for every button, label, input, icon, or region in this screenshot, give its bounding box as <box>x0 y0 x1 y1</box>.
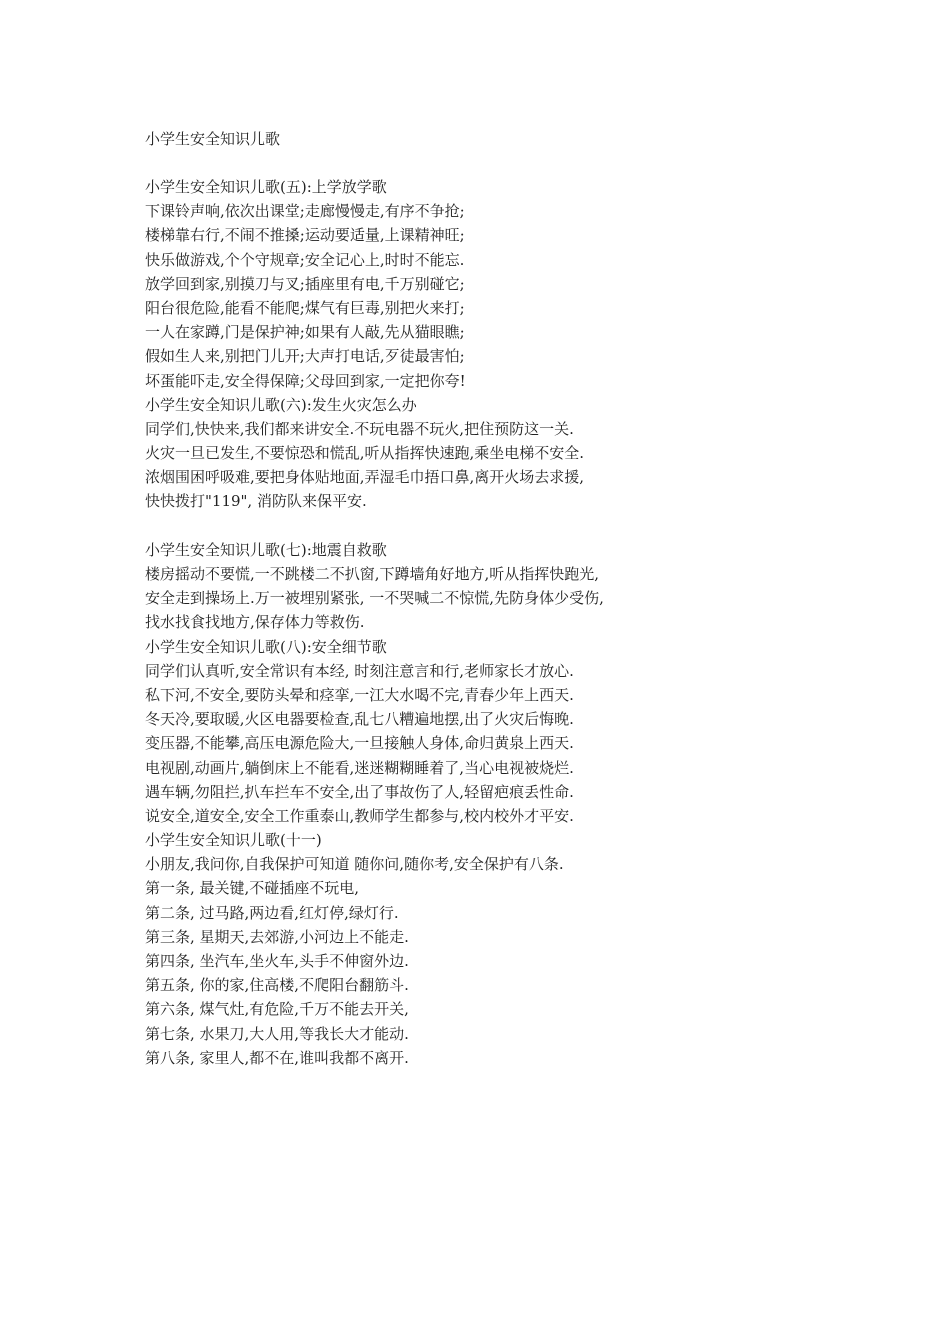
text-line: 第二条, 过马路,两边看,红灯停,绿灯行. <box>145 903 399 922</box>
section-heading: 小学生安全知识儿歌(八):安全细节歌 <box>145 637 387 656</box>
text-line: 第五条, 你的家,住高楼,不爬阳台翻筋斗. <box>145 976 409 995</box>
text-line: 楼梯靠右行,不闹不推搡;运动要适量,上课精神旺; <box>145 226 465 245</box>
text-line: 第三条, 星期天,去郊游,小河边上不能走. <box>145 927 409 946</box>
text-line: 同学们认真听,安全常识有本经, 时刻注意言和行,老师家长才放心. <box>145 661 574 680</box>
text-line: 小朋友,我问你,自我保护可知道 随你问,随你考,安全保护有八条. <box>145 855 564 874</box>
text-line: 下课铃声响,依次出课堂;走廊慢慢走,有序不争抢; <box>145 202 465 221</box>
text-line: 变压器,不能攀,高压电源危险大,一旦接触人身体,命归黄泉上西天. <box>145 734 574 753</box>
text-line: 找水找食找地方,保存体力等救伤. <box>145 613 365 632</box>
text-line: 浓烟围困呼吸难,要把身体贴地面,弄湿毛巾捂口鼻,离开火场去求援, <box>145 468 585 487</box>
text-line: 说安全,道安全,安全工作重泰山,教师学生都参与,校内校外才平安. <box>145 806 574 825</box>
text-line: 第八条, 家里人,都不在,谁叫我都不离开. <box>145 1048 409 1067</box>
text-line: 安全走到操场上.万一被埋别紧张, 一不哭喊二不惊慌,先防身体少受伤, <box>145 589 604 608</box>
section-heading: 小学生安全知识儿歌(七):地震自救歌 <box>145 540 387 559</box>
text-line: 第四条, 坐汽车,坐火车,头手不伸窗外边. <box>145 952 409 970</box>
text-line: 第六条, 煤气灶,有危险,千万不能去开关, <box>145 1000 409 1019</box>
text-line: 放学回到家,别摸刀与叉;插座里有电,千万别碰它; <box>145 274 465 293</box>
blank-line <box>145 514 845 538</box>
text-line: 坏蛋能吓走,安全得保障;父母回到家,一定把你夸! <box>145 371 466 390</box>
text-line: 第七条, 水果刀,大人用,等我长大才能动. <box>145 1024 409 1043</box>
text-line: 第一条, 最关键,不碰插座不玩电, <box>145 879 360 898</box>
text-line: 快乐做游戏,个个守规章;安全记心上,时时不能忘. <box>145 250 465 269</box>
text-line: 阳台很危险,能看不能爬;煤气有巨毒,别把火来打; <box>145 298 465 317</box>
text-line: 冬天冷,要取暖,火区电器要检查,乱七八糟遍地摆,出了火灾后悔晚. <box>145 710 574 729</box>
text-line: 假如生人来,别把门儿开;大声打电话,歹徒最害怕; <box>145 347 465 366</box>
text-line: 一人在家蹲,门是保护神;如果有人敲,先从猫眼瞧; <box>145 323 465 342</box>
text-line: 楼房摇动不要慌,一不跳楼二不扒窗,下蹲墙角好地方,听从指挥快跑光, <box>145 565 600 583</box>
text-line: 快快拨打"119", 消防队来保平安. <box>145 492 367 511</box>
text-line: 遇车辆,勿阻拦,扒车拦车不安全,出了事故伤了人,轻留疤痕丢性命. <box>145 782 574 801</box>
text-line: 同学们,快快来,我们都来讲安全.不玩电器不玩火,把住预防这一关. <box>145 419 574 438</box>
document-title: 小学生安全知识儿歌 <box>145 130 281 148</box>
section-heading: 小学生安全知识儿歌(五):上学放学歌 <box>145 178 387 196</box>
text-line: 电视剧,动画片,躺倒床上不能看,迷迷糊糊睡着了,当心电视被烧烂. <box>145 758 574 777</box>
section-heading: 小学生安全知识儿歌(十一) <box>145 831 322 850</box>
text-line: 私下河,不安全,要防头晕和痉挛,一江大水喝不完,青春少年上西天. <box>145 685 574 704</box>
text-line: 火灾一旦已发生,不要惊恐和慌乱,听从指挥快速跑,乘坐电梯不安全. <box>145 444 585 463</box>
section-heading: 小学生安全知识儿歌(六):发生火灾怎么办 <box>145 395 417 414</box>
document-body <box>145 175 845 1070</box>
